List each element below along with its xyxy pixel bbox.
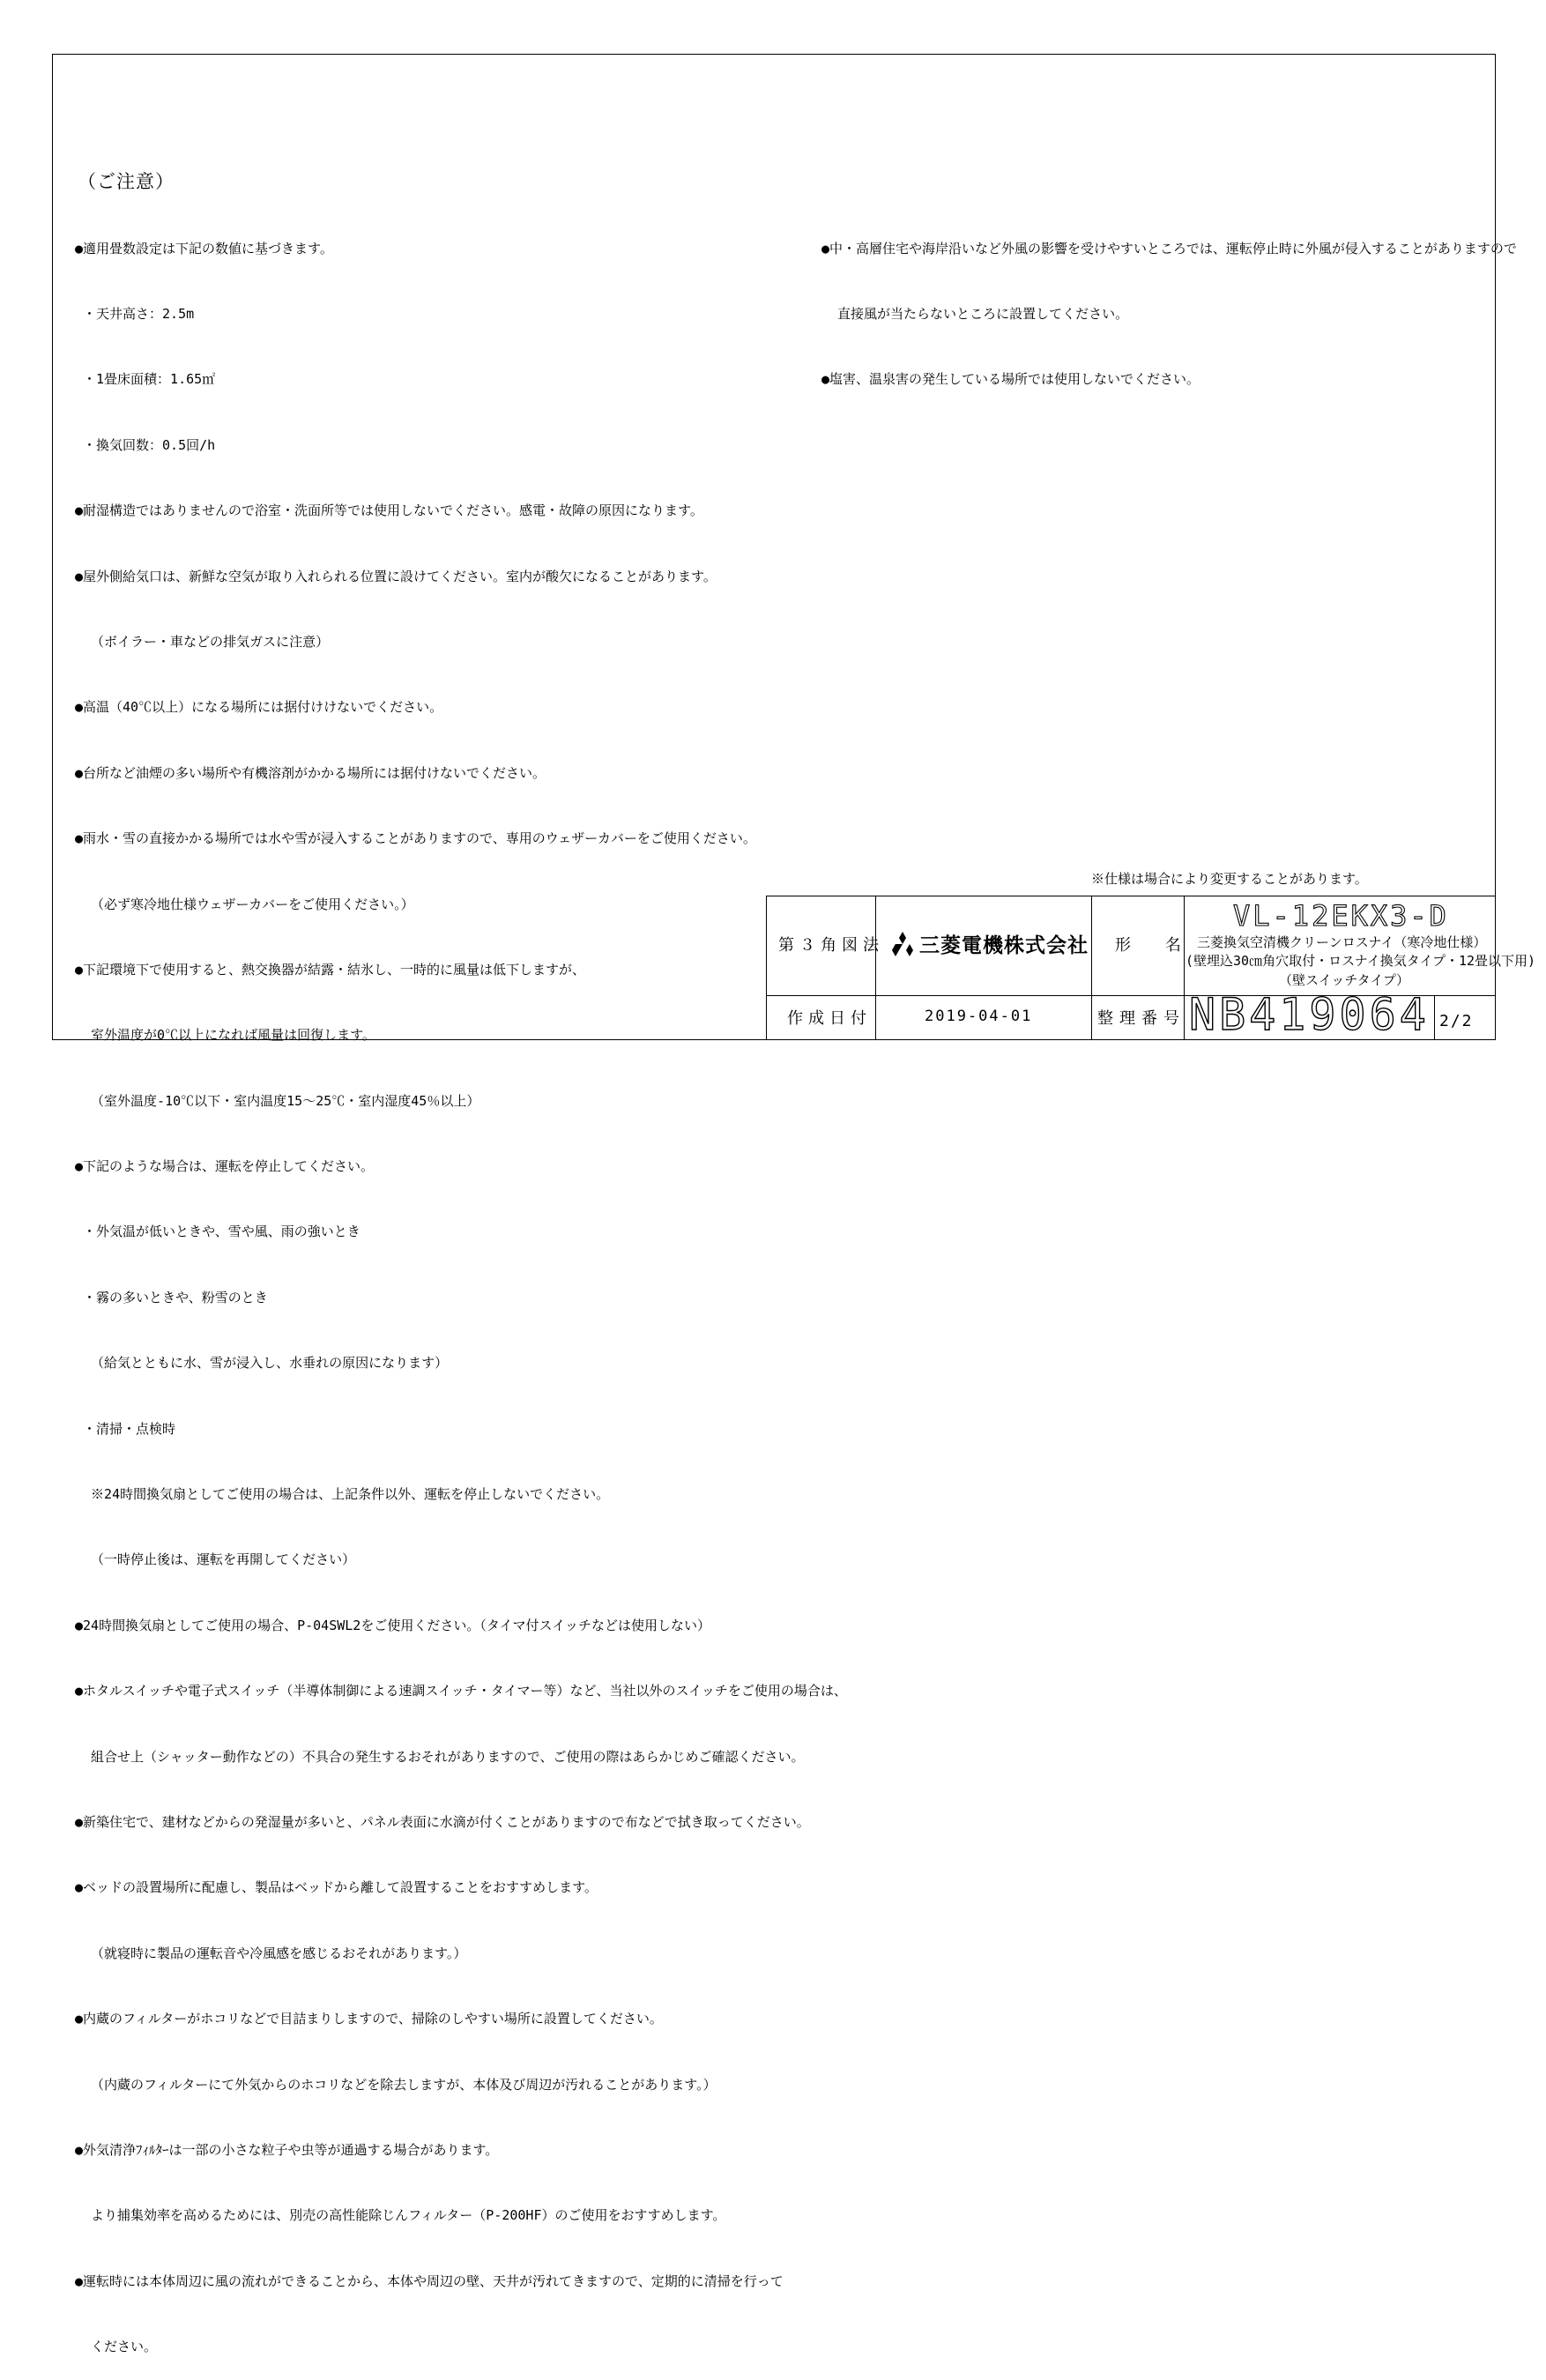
left-notes [75,194,847,2380]
note-line: 直接風が当たらないところに設置してください。 [821,305,1129,322]
note-line: ・換気回数：0.5回/h [75,436,216,453]
note-line: ●適用畳数設定は下記の数値に基づきます。 [75,240,333,257]
note-line: 組合せ上（シャッター動作などの）不具合の発生するおそれがありますので、ご使用の際はあらかじめご確認ください。 [75,1748,805,1765]
note-line: （一時停止後は、運転を再開してください） [75,1551,356,1568]
note-line: （就寝時に製品の運転音や冷風感を感じるおそれがあります。） [75,1945,467,1961]
note-line: （ボイラー・車などの排気ガスに注意） [75,633,330,650]
title-block-divider [875,896,876,1040]
note-line: （内蔵のフィルターにて外気からのホコリなどを除去しますが、本体及び周辺が汚れることがあります。） [75,2076,717,2093]
note-line: ・霧の多いときや、粉雪のとき [75,1289,268,1305]
note-line: ・1畳床面積：1.65㎡ [75,371,216,388]
note-line: ●外気清浄ﾌｨﾙﾀｰは一部の小さな粒子や虫等が通過する場合があります。 [75,2141,499,2158]
title-block [766,896,1536,1040]
title-block-divider [1091,896,1092,1040]
projection-method: 第３角図法 [778,936,884,955]
note-line: ●塩害、温泉害の発生している場所では使用しないでください。 [821,371,1200,388]
note-line: ●新築住宅で、建材などからの発湿量が多いと、パネル表面に水滴が付くことがありますので布などで拭き取ってください。 [75,1813,810,1830]
management-number-label: 整理番号 [1097,1009,1186,1028]
company-logo [889,929,1089,958]
date-label: 作成日付 [787,1009,872,1028]
date-value: 2019-04-01 [925,1008,1033,1025]
company-name: 三菱電機株式会社 [919,934,1089,957]
note-line: ●高温（40℃以上）になる場所には据付けけないでください。 [75,699,443,716]
three-diamonds-icon [889,932,916,956]
note-line: ください。 [75,2339,158,2355]
note-line: 室外温度が0℃以上になれば風量は回復します。 [75,1027,375,1044]
note-line: ・外気温が低いときや、雪や風、雨の強いとき [75,1223,360,1240]
note-line: （室外温度-10℃以下・室内温度15～25℃・室内湿度45％以上） [75,1092,480,1109]
note-line: ●運転時には本体周辺に風の流れができることから、本体や周辺の壁、天井が汚れてきますので、定期的に清掃を行って [75,2272,784,2289]
note-line: （給気とともに水、雪が浸入し、水垂れの原因になります） [75,1355,449,1372]
model-label: 形 名 [1115,936,1193,955]
product-type: （壁スイッチタイプ） [1279,972,1410,988]
notes-heading: （ご注意） [78,171,175,192]
note-line: ●下記環境下で使用すると、熱交換器が結露・結氷し、一時的に風量は低下しますが、 [75,961,586,978]
note-line: ●下記のような場合は、運転を停止してください。 [75,1158,375,1175]
page-number: 2/2 [1439,1012,1474,1030]
note-line: ●内蔵のフィルターがホコリなどで目詰まりしますので、掃除のしやすい場所に設置してください。 [75,2011,663,2027]
product-spec: (壁埋込30㎝角穴取付・ロスナイ換気タイプ・12畳以下用) [1186,953,1536,969]
note-line: ●24時間換気扇としてご使用の場合、P-04SWL2をご使用ください。（タイマ付スイッチなどは使用しない） [75,1617,710,1633]
note-line: ●ベッドの設置場所に配慮し、製品はベッドから離して設置することをおすすめします。 [75,1879,598,1896]
right-notes [821,194,1517,413]
note-line: ●ホタルスイッチや電子式スイッチ（半導体制御による速調スイッチ・タイマー等）など、当社以外のスイッチをご使用の場合は、 [75,1683,847,1699]
spec-change-note: ※仕様は場合により変更することがあります。 [1091,871,1368,887]
note-line: より捕集効率を高めるためには、別売の高性能除じんフィルター（P-200HF）のご使用をおすすめします。 [75,2207,726,2224]
note-line: ●中・高層住宅や海岸沿いなど外風の影響を受けやすいところでは、運転停止時に外風が侵入することがありますので [821,240,1517,257]
note-line: （必ず寒冷地仕様ウェザーカバーをご使用ください。） [75,896,414,912]
note-line: ・清掃・点検時 [75,1420,176,1437]
note-line: ●雨水・雪の直接かかる場所では水や雪が浸入することがありますので、専用のウェザーカバーをご使用ください。 [75,830,756,847]
note-line: ●耐湿構造ではありませんので浴室・洗面所等では使用しないでください。感電・故障の原因になります。 [75,502,703,519]
note-line: ・天井高さ：2.5m [75,305,195,322]
drawing-number: NB419064 [1189,989,1430,1040]
model-number: VL-12EKX3-D [1233,899,1449,933]
title-block-divider [1434,995,1435,1040]
note-line: ●台所など油煙の多い場所や有機溶剤がかかる場所には据付けないでください。 [75,764,546,781]
product-name: 三菱換気空清機クリーンロスナイ（寒冷地仕様） [1197,934,1487,950]
note-line: ※24時間換気扇としてご使用の場合は、上記条件以外、運転を停止しないでください。 [75,1486,610,1503]
note-line: ●屋外側給気口は、新鮮な空気が取り入れられる位置に設けてください。室内が酸欠になることがあります。 [75,568,717,584]
